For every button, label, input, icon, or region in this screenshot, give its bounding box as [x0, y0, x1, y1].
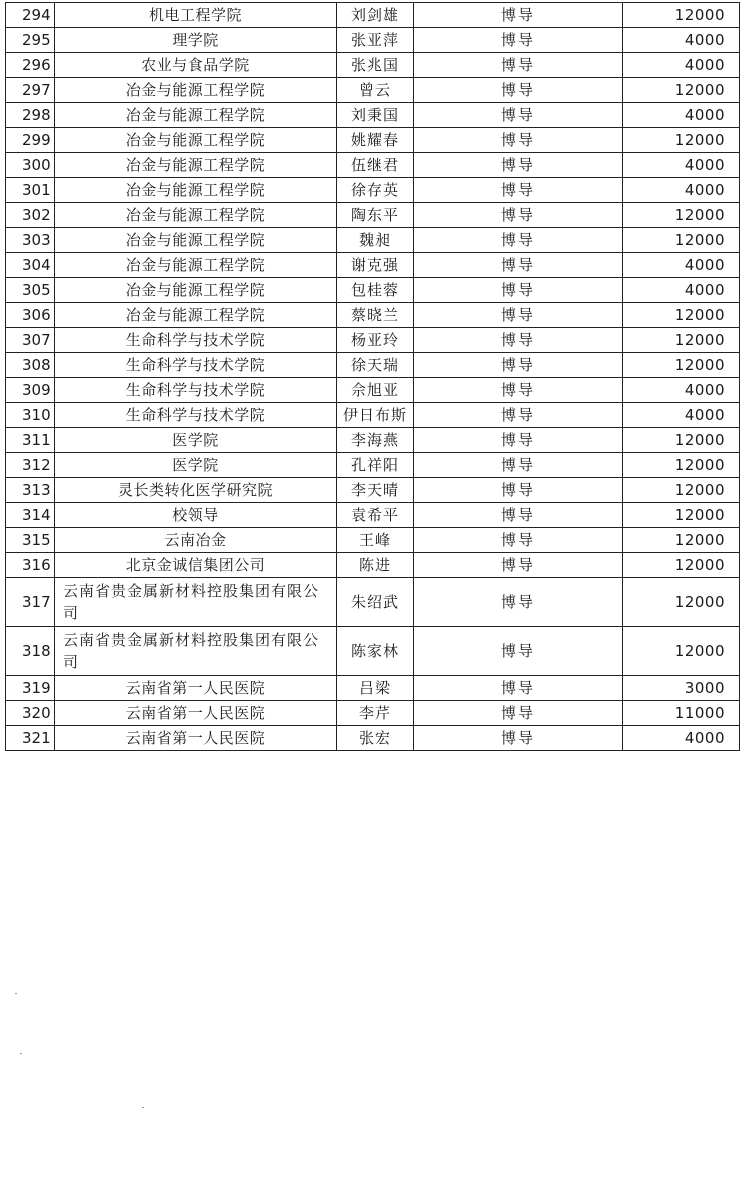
unit-cell: 生命科学与技术学院 [55, 403, 337, 428]
unit-cell: 冶金与能源工程学院 [55, 303, 337, 328]
unit-cell: 冶金与能源工程学院 [55, 228, 337, 253]
table-row [6, 453, 740, 478]
amount-cell: 12000 [623, 627, 740, 676]
unit-cell: 灵长类转化医学研究院 [55, 478, 337, 503]
unit-cell: 医学院 [55, 453, 337, 478]
amount-cell: 12000 [623, 78, 740, 103]
unit-cell: 理学院 [55, 28, 337, 53]
amount-cell: 4000 [623, 278, 740, 303]
tutor-type-cell: 博导 [414, 503, 623, 528]
amount-cell: 12000 [623, 553, 740, 578]
tutor-type-cell: 博导 [414, 228, 623, 253]
row-number-cell: 310 [6, 403, 55, 428]
unit-cell: 云南省贵金属新材料控股集团有限公司 [55, 578, 337, 627]
tutor-type-cell: 博导 [414, 153, 623, 178]
tutor-type-cell: 博导 [414, 676, 623, 701]
row-number-cell: 307 [6, 328, 55, 353]
tutor-type-cell: 博导 [414, 53, 623, 78]
person-name-cell: 徐存英 [337, 178, 414, 203]
tutor-type-cell: 博导 [414, 328, 623, 353]
tutor-type-cell: 博导 [414, 28, 623, 53]
amount-cell: 4000 [623, 153, 740, 178]
person-name-cell: 李海燕 [337, 428, 414, 453]
table-row [6, 353, 740, 378]
table-row [6, 178, 740, 203]
tutor-type-cell: 博导 [414, 203, 623, 228]
tutor-type-cell: 博导 [414, 278, 623, 303]
table-row [6, 478, 740, 503]
person-name-cell: 魏昶 [337, 228, 414, 253]
row-number-cell: 308 [6, 353, 55, 378]
row-number-cell: 319 [6, 676, 55, 701]
unit-cell: 冶金与能源工程学院 [55, 153, 337, 178]
table-row [6, 303, 740, 328]
person-name-cell: 陈进 [337, 553, 414, 578]
scan-speck [142, 1107, 144, 1108]
row-number-cell: 320 [6, 701, 55, 726]
person-name-cell: 张兆国 [337, 53, 414, 78]
tutor-type-cell: 博导 [414, 553, 623, 578]
tutor-type-cell: 博导 [414, 378, 623, 403]
row-number-cell: 321 [6, 726, 55, 751]
person-name-cell: 李芹 [337, 701, 414, 726]
tutor-type-cell: 博导 [414, 303, 623, 328]
person-name-cell: 杨亚玲 [337, 328, 414, 353]
person-name-cell: 伍继君 [337, 153, 414, 178]
tutor-type-cell: 博导 [414, 128, 623, 153]
row-number-cell: 309 [6, 378, 55, 403]
unit-cell: 生命科学与技术学院 [55, 353, 337, 378]
tutor-type-cell: 博导 [414, 3, 623, 28]
table-row [6, 378, 740, 403]
amount-cell: 4000 [623, 103, 740, 128]
scan-speck [20, 1053, 22, 1054]
unit-cell: 冶金与能源工程学院 [55, 278, 337, 303]
tutor-type-cell: 博导 [414, 627, 623, 676]
unit-cell: 云南省第一人民医院 [55, 676, 337, 701]
row-number-cell: 304 [6, 253, 55, 278]
table-row [6, 228, 740, 253]
person-name-cell: 刘剑雄 [337, 3, 414, 28]
unit-cell: 冶金与能源工程学院 [55, 203, 337, 228]
person-name-cell: 朱绍武 [337, 578, 414, 627]
table-row [6, 328, 740, 353]
unit-cell: 医学院 [55, 428, 337, 453]
row-number-cell: 314 [6, 503, 55, 528]
unit-cell: 生命科学与技术学院 [55, 328, 337, 353]
scan-speck [15, 993, 17, 994]
amount-cell: 12000 [623, 3, 740, 28]
tutor-allocation-table [5, 2, 740, 751]
unit-cell: 云南冶金 [55, 528, 337, 553]
row-number-cell: 316 [6, 553, 55, 578]
amount-cell: 4000 [623, 53, 740, 78]
unit-cell: 云南省贵金属新材料控股集团有限公司 [55, 627, 337, 676]
person-name-cell: 伊日布斯 [337, 403, 414, 428]
table-row [6, 676, 740, 701]
amount-cell: 3000 [623, 676, 740, 701]
amount-cell: 12000 [623, 453, 740, 478]
tutor-type-cell: 博导 [414, 253, 623, 278]
row-number-cell: 305 [6, 278, 55, 303]
amount-cell: 4000 [623, 726, 740, 751]
row-number-cell: 312 [6, 453, 55, 478]
tutor-type-cell: 博导 [414, 726, 623, 751]
tutor-type-cell: 博导 [414, 103, 623, 128]
amount-cell: 12000 [623, 328, 740, 353]
unit-cell: 冶金与能源工程学院 [55, 78, 337, 103]
unit-cell: 生命科学与技术学院 [55, 378, 337, 403]
table-row [6, 53, 740, 78]
table-row [6, 701, 740, 726]
table-row [6, 403, 740, 428]
table-row [6, 503, 740, 528]
table-row [6, 28, 740, 53]
table-row [6, 153, 740, 178]
person-name-cell: 刘秉国 [337, 103, 414, 128]
person-name-cell: 孔祥阳 [337, 453, 414, 478]
tutor-type-cell: 博导 [414, 528, 623, 553]
row-number-cell: 301 [6, 178, 55, 203]
unit-cell: 冶金与能源工程学院 [55, 178, 337, 203]
person-name-cell: 张亚萍 [337, 28, 414, 53]
table-body [6, 3, 740, 751]
row-number-cell: 298 [6, 103, 55, 128]
person-name-cell: 李天晴 [337, 478, 414, 503]
unit-cell: 冶金与能源工程学院 [55, 128, 337, 153]
person-name-cell: 陶东平 [337, 203, 414, 228]
amount-cell: 11000 [623, 701, 740, 726]
amount-cell: 12000 [623, 128, 740, 153]
table-row [6, 203, 740, 228]
unit-cell: 机电工程学院 [55, 3, 337, 28]
table-row [6, 627, 740, 676]
tutor-type-cell: 博导 [414, 578, 623, 627]
person-name-cell: 陈家林 [337, 627, 414, 676]
amount-cell: 4000 [623, 253, 740, 278]
tutor-type-cell: 博导 [414, 701, 623, 726]
row-number-cell: 303 [6, 228, 55, 253]
row-number-cell: 313 [6, 478, 55, 503]
tutor-type-cell: 博导 [414, 453, 623, 478]
table-row [6, 128, 740, 153]
person-name-cell: 谢克强 [337, 253, 414, 278]
row-number-cell: 318 [6, 627, 55, 676]
amount-cell: 12000 [623, 353, 740, 378]
row-number-cell: 297 [6, 78, 55, 103]
table-row [6, 78, 740, 103]
table-row [6, 253, 740, 278]
person-name-cell: 包桂蓉 [337, 278, 414, 303]
amount-cell: 12000 [623, 228, 740, 253]
row-number-cell: 294 [6, 3, 55, 28]
row-number-cell: 300 [6, 153, 55, 178]
row-number-cell: 311 [6, 428, 55, 453]
amount-cell: 12000 [623, 428, 740, 453]
unit-cell: 冶金与能源工程学院 [55, 103, 337, 128]
person-name-cell: 张宏 [337, 726, 414, 751]
amount-cell: 12000 [623, 478, 740, 503]
amount-cell: 12000 [623, 528, 740, 553]
table-row [6, 3, 740, 28]
table-row [6, 528, 740, 553]
table-row [6, 278, 740, 303]
table-row [6, 553, 740, 578]
unit-cell: 云南省第一人民医院 [55, 701, 337, 726]
table-row [6, 578, 740, 627]
tutor-type-cell: 博导 [414, 428, 623, 453]
row-number-cell: 302 [6, 203, 55, 228]
tutor-type-cell: 博导 [414, 403, 623, 428]
tutor-type-cell: 博导 [414, 353, 623, 378]
amount-cell: 12000 [623, 503, 740, 528]
person-name-cell: 王峰 [337, 528, 414, 553]
table-row [6, 726, 740, 751]
row-number-cell: 299 [6, 128, 55, 153]
row-number-cell: 295 [6, 28, 55, 53]
unit-cell: 农业与食品学院 [55, 53, 337, 78]
unit-cell: 冶金与能源工程学院 [55, 253, 337, 278]
table-row [6, 428, 740, 453]
tutor-type-cell: 博导 [414, 78, 623, 103]
row-number-cell: 296 [6, 53, 55, 78]
tutor-type-cell: 博导 [414, 478, 623, 503]
amount-cell: 12000 [623, 578, 740, 627]
unit-cell: 云南省第一人民医院 [55, 726, 337, 751]
unit-cell: 北京金诚信集团公司 [55, 553, 337, 578]
amount-cell: 4000 [623, 378, 740, 403]
amount-cell: 4000 [623, 403, 740, 428]
person-name-cell: 曾云 [337, 78, 414, 103]
amount-cell: 4000 [623, 28, 740, 53]
person-name-cell: 姚耀春 [337, 128, 414, 153]
amount-cell: 12000 [623, 303, 740, 328]
row-number-cell: 315 [6, 528, 55, 553]
person-name-cell: 吕梁 [337, 676, 414, 701]
unit-cell: 校领导 [55, 503, 337, 528]
tutor-type-cell: 博导 [414, 178, 623, 203]
person-name-cell: 蔡晓兰 [337, 303, 414, 328]
amount-cell: 4000 [623, 178, 740, 203]
person-name-cell: 徐天瑞 [337, 353, 414, 378]
person-name-cell: 袁希平 [337, 503, 414, 528]
table-row [6, 103, 740, 128]
row-number-cell: 317 [6, 578, 55, 627]
amount-cell: 12000 [623, 203, 740, 228]
row-number-cell: 306 [6, 303, 55, 328]
person-name-cell: 佘旭亚 [337, 378, 414, 403]
